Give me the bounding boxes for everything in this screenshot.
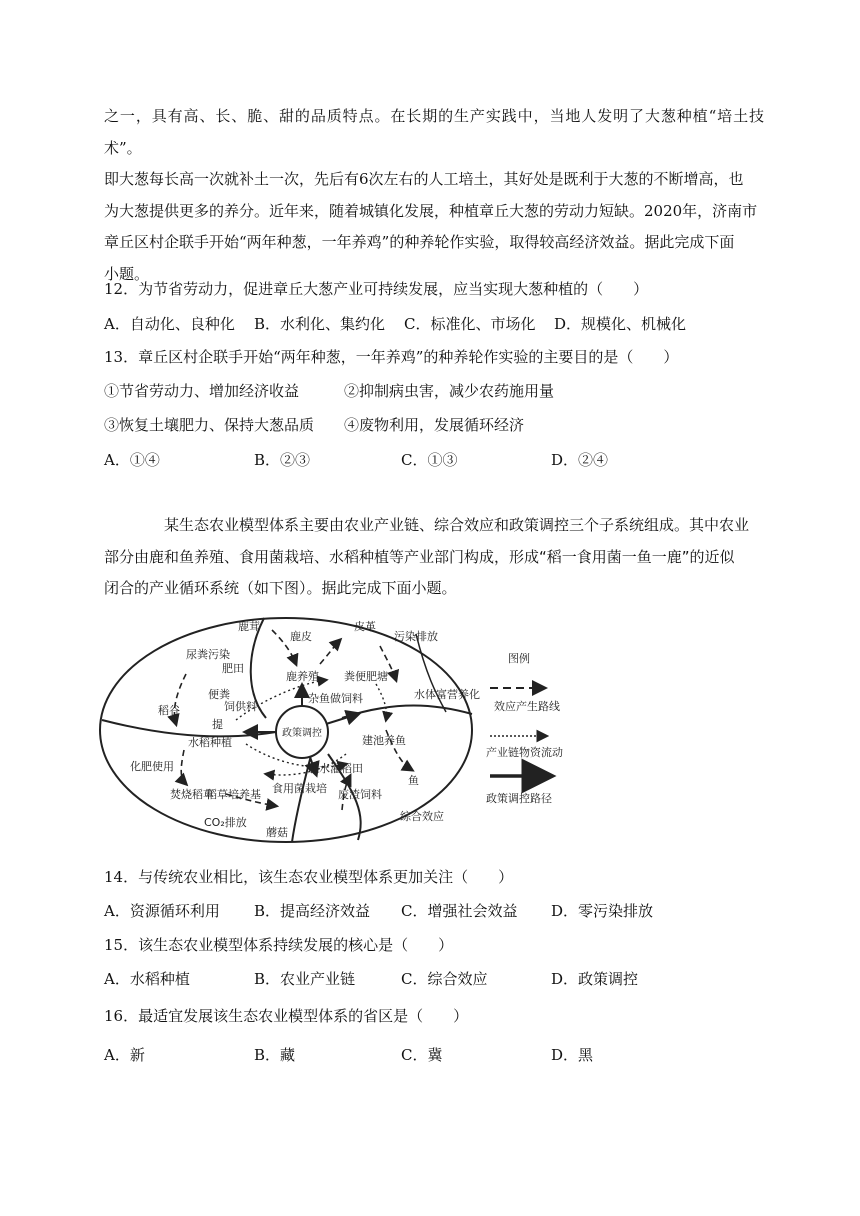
label-mogu: 蘑菇 <box>266 826 288 839</box>
label-bianfen: 便粪 <box>208 688 230 701</box>
legend-effect-label: 效应产生路线 <box>494 700 560 713</box>
passage-line: 之一，具有高、长、脆、甜的品质特点。在长期的生产实践中，当地人发明了大葱种植“培土技术”。 <box>104 107 764 157</box>
legend-title: 图例 <box>508 652 530 665</box>
passage-line: 章丘区村企联手开始“两年种葱，一年养鸡”的种养轮作实验，取得较高经济效益。据此完成下面 <box>104 233 735 251</box>
option-d[interactable]: D．零污染排放 <box>551 902 654 920</box>
question-12-stem: 12．为节省劳动力，促进章丘大葱产业可持续发展，应当实现大葱种植的（ ） <box>104 280 649 298</box>
label-yu: 鱼 <box>408 774 419 787</box>
label-shiyongjun: 食用菌栽培 <box>272 782 327 795</box>
label-daogu: 稻谷 <box>158 704 180 717</box>
label-feishui: 肥水灌稻田 <box>308 762 363 775</box>
option-c[interactable]: C．①③ <box>401 451 458 469</box>
label-zhengce: 政策调控 <box>282 728 322 739</box>
passage-line: 某生态农业模型体系主要由农业产业链、综合效应和政策调控三个子系统组成。其中农业 <box>164 516 750 534</box>
label-shuidao: 水稻种植 <box>188 736 232 749</box>
passage-1 <box>104 101 764 290</box>
option-b[interactable]: B．水利化、集约化 <box>254 315 386 333</box>
label-co2: CO₂排放 <box>204 816 247 829</box>
label-fenbian: 粪便肥塘 <box>344 670 388 683</box>
question-15-stem: 15．该生态农业模型体系持续发展的核心是（ ） <box>104 936 454 954</box>
option-a[interactable]: A．水稻种植 <box>104 970 190 988</box>
question-14-stem: 14．与传统农业相比，该生态农业模型体系更加关注（ ） <box>104 868 514 886</box>
label-fenshao: 焚烧稻草 <box>170 788 214 801</box>
label-shuiti: 水体富营养化 <box>414 688 480 701</box>
option-d[interactable]: D．黑 <box>551 1046 594 1064</box>
question-16-stem: 16．最适宜发展该生态农业模型体系的省区是（ ） <box>104 1007 469 1025</box>
passage-line: 即大葱每长高一次就补土一次，先后有6次左右的人工培土，其好处是既利于大葱的不断增高，也 <box>104 170 744 188</box>
label-huafei: 化肥使用 <box>130 760 174 773</box>
label-wuran: 污染排放 <box>394 630 438 643</box>
legend-policy-label: 政策调控路径 <box>486 792 552 805</box>
statement-3: ③恢复土壤肥力、保持大葱品质 <box>104 416 315 434</box>
label-niaofen: 尿粪污染 <box>186 648 230 661</box>
option-d[interactable]: D．政策调控 <box>551 970 639 988</box>
option-b[interactable]: B．②③ <box>254 451 311 469</box>
label-pige: 皮革 <box>354 620 376 633</box>
passage-line: 为大葱提供更多的养分。近年来，随着城镇化发展，种植章丘大葱的劳动力短缺。2020年，济南市 <box>104 201 758 220</box>
label-feitian: 肥田 <box>222 662 244 675</box>
label-lu-yangzhi: 鹿养殖 <box>286 670 319 683</box>
option-a[interactable]: A．①④ <box>104 451 160 469</box>
passage-2 <box>104 510 764 605</box>
statement-4: ④废物利用，发展循环经济 <box>344 416 525 434</box>
label-daoganjiji: 稻草培养基 <box>206 788 261 801</box>
label-zonghe: 综合效应 <box>400 810 444 823</box>
option-b[interactable]: B．提高经济效益 <box>254 902 371 920</box>
passage-line: 闭合的产业循环系统（如下图）。据此完成下面小题。 <box>104 579 457 597</box>
option-d[interactable]: D．②④ <box>551 451 609 469</box>
option-b[interactable]: B．农业产业链 <box>254 970 356 988</box>
label-lurong: 鹿茸 <box>238 620 260 633</box>
label-feizha: 废渣饲料 <box>338 788 382 801</box>
option-a[interactable]: A．资源循环利用 <box>104 902 220 920</box>
label-siliao-gong: 饲供料 <box>224 700 257 713</box>
statement-2: ②抑制病虫害，减少农药施用量 <box>344 382 555 400</box>
option-c[interactable]: C．增强社会效益 <box>401 902 518 920</box>
option-c[interactable]: C．冀 <box>401 1046 443 1064</box>
label-jianchi: 建池养鱼 <box>362 734 406 747</box>
option-a[interactable]: A．新 <box>104 1046 145 1064</box>
option-c[interactable]: C．标准化、市场化 <box>404 315 536 333</box>
option-d[interactable]: D．规模化、机械化 <box>554 315 687 333</box>
passage-line: 部分由鹿和鱼养殖、食用菌栽培、水稻种植等产业部门构成，形成“稻一食用菌一鱼一鹿”的近似 <box>104 547 735 566</box>
diagram-legend <box>484 648 614 828</box>
statement-1: ①节省劳动力、增加经济收益 <box>104 382 300 400</box>
passage-line: 小题。 <box>104 264 150 283</box>
label-lupi: 鹿皮 <box>290 630 312 643</box>
option-b[interactable]: B．藏 <box>254 1046 296 1064</box>
label-zayu: 杂鱼做饲料 <box>308 692 363 705</box>
label-ti: 提 <box>212 718 223 731</box>
option-a[interactable]: A．自动化、良种化 <box>104 315 235 333</box>
legend-flow-label: 产业链物资流动 <box>486 746 563 759</box>
option-c[interactable]: C．综合效应 <box>401 970 488 988</box>
question-13-stem: 13．章丘区村企联手开始“两年种葱，一年养鸡”的种养轮作实验的主要目的是（ ） <box>104 348 679 366</box>
